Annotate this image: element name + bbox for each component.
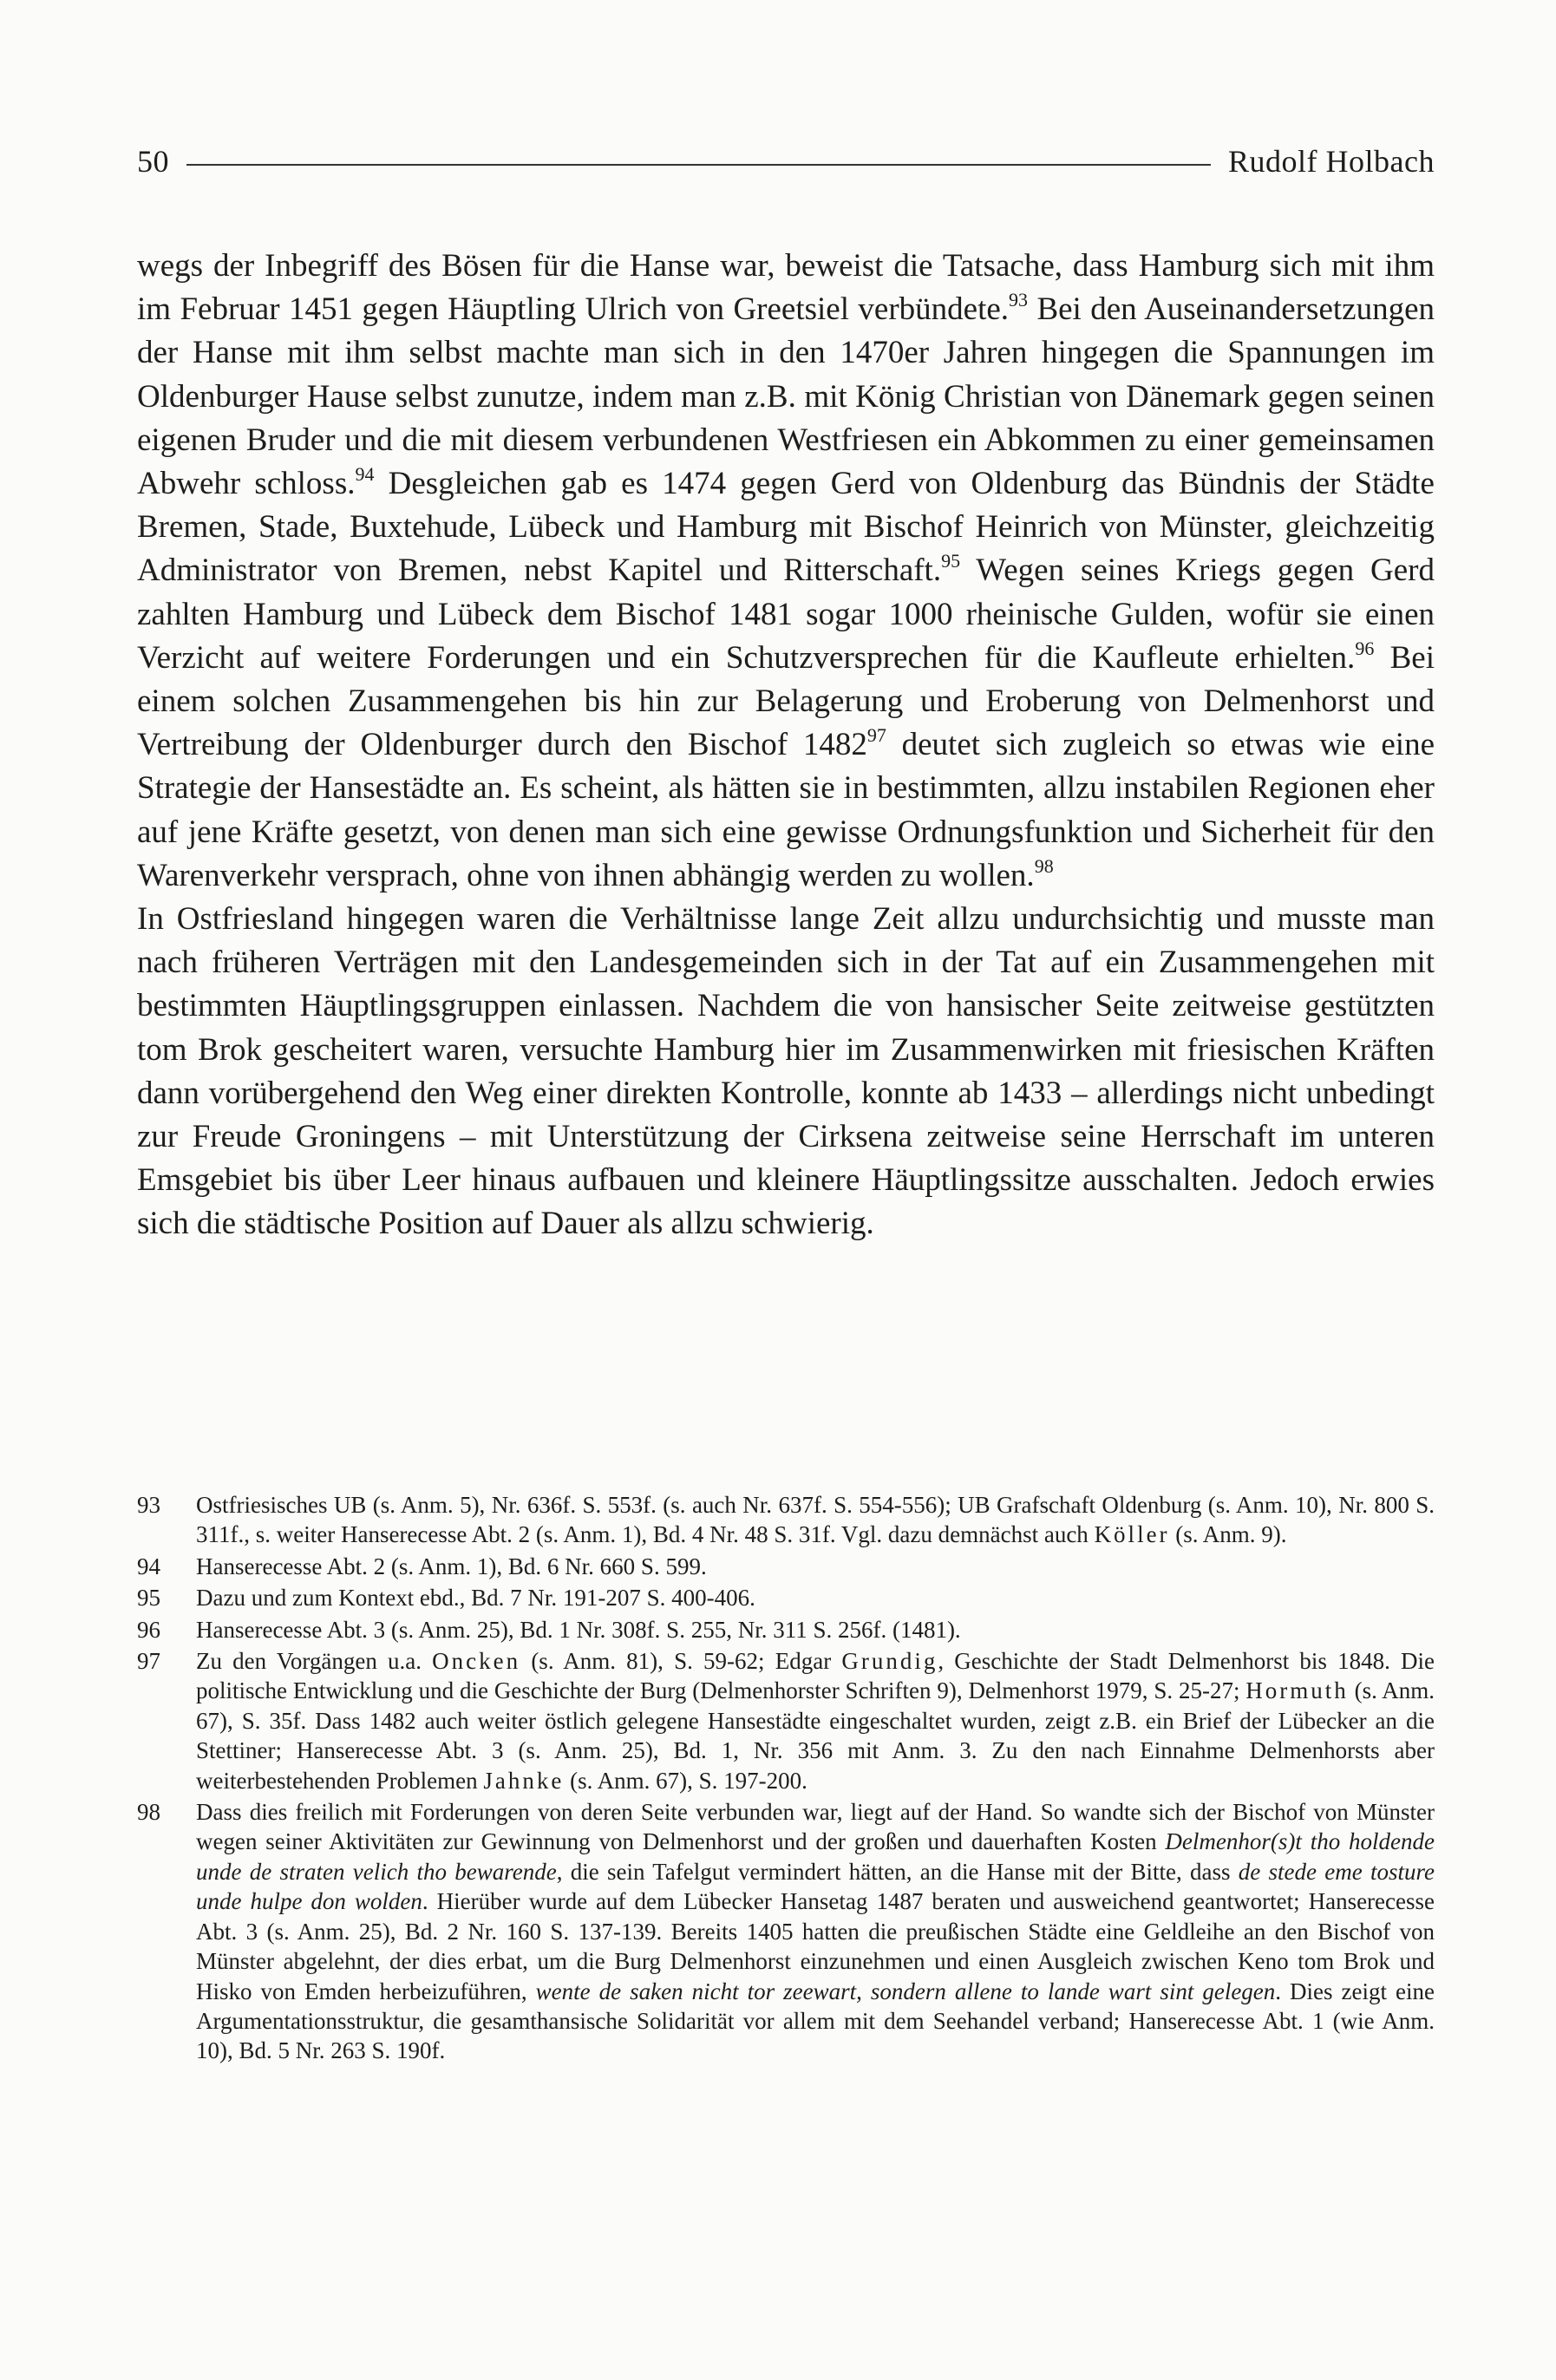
footnote-number: 97 xyxy=(137,1648,160,1675)
footnote-93 xyxy=(137,1490,1435,1550)
page-number: 50 xyxy=(137,144,169,179)
footnote-96 xyxy=(137,1615,1435,1644)
running-head-author: Rudolf Holbach xyxy=(1228,144,1435,179)
footnote-text: Zu den Vorgängen u.a. Oncken (s. Anm. 81), S. 59-62; Edgar Grundig, Geschichte der Stadt Delmenhorst bis 1848. Die politische Entwicklung und die Geschichte der Burg (Delmenhorster Schriften 9), Delmenhorst 1979, S. 25-27; Hormuth (s. Anm. 67), S. 35f. Dass 1482 auch weiter östlich gelegene Hansestädte eingeschaltet wurden, zeigt z.B. ein Brief der Lübecker an die Stettiner; Hanserecesse Abt. 3 (s. Anm. 25), Bd. 1, Nr. 356 mit Anm. 3. Zu den nach Einnahme Delmenhorsts aber weiterbestehenden Problemen Jahnke (s. Anm. 67), S. 197-200. xyxy=(196,1648,1435,1794)
header-rule xyxy=(186,164,1211,166)
main-text xyxy=(137,245,1435,1246)
footnote-97 xyxy=(137,1646,1435,1795)
footnote-text: Dazu und zum Kontext ebd., Bd. 7 Nr. 191-207 S. 400-406. xyxy=(196,1585,755,1612)
footnote-text: Hanserecesse Abt. 3 (s. Anm. 25), Bd. 1 Nr. 308f. S. 255, Nr. 311 S. 256f. (1481). xyxy=(196,1616,961,1643)
paragraph-2: In Ostfriesland hingegen waren die Verhältnisse lange Zeit allzu undurchsichtig und musste man nach früheren Verträgen mit den Landesgemeinden sich in der Tat auf ein Zusammengehen mit bestimmten Häuptlingsgruppen einlassen. Nachdem die von hansischer Seite zeitweise gestützten tom Brok gescheitert waren, versuchte Hamburg hier im Zusammenwirken mit friesischen Kräften dann vorübergehend den Weg einer direkten Kontrolle, konnte ab 1433 – allerdings nicht unbedingt zur Freude Groningens – mit Unterstützung der Cirksena zeitweise seine Herrschaft im unteren Emsgebiet bis über Leer hinaus aufbauen und kleinere Häuptlingssitze ausschalten. Jedoch erwies sich die städtische Position auf Dauer als allzu schwierig. xyxy=(137,901,1435,1242)
footnote-ref-97[interactable]: 97 xyxy=(866,724,886,747)
footnote-text: Dass dies freilich mit Forderungen von deren Seite verbunden war, liegt auf der Hand. So wandte sich der Bischof von Münster wegen seiner Aktivitäten zur Gewinnung von Delmenhorst und der großen und dauerhaften Kosten Delmenhor(s)t tho holdende unde de straten velich tho bewarende, die sein Tafelgut vermindert hätten, an die Hanse mit der Bitte, dass de stede eme tosture unde hulpe don wolden. Hierüber wurde auf dem Lübecker Hansetag 1487 beraten und ausweichend geantwortet; Hanserecesse Abt. 3 (s. Anm. 25), Bd. 2 Nr. 160 S. 137-139. Bereits 1405 hatten die preußischen Städte eine Geldleihe an den Bischof von Münster abgelehnt, der dies erbat, um die Burg Delmenhorst einzunehmen und einen Ausgleich zwischen Keno tom Brok und Hisko von Emden herbeizuführen, wente de saken nicht tor zeewart, sondern allene to lande wart sint gelegen. Dies zeigt eine Argumentationsstruktur, die gesamthansische Solidarität vor allem mit dem Seehandel verband; Hanserecesse Abt. 1 (wie Anm. 10), Bd. 5 Nr. 263 S. 190f. xyxy=(196,1799,1435,2064)
paragraph-1: wegs der Inbegriff des Bösen für die Hanse war, beweist die Tatsache, dass Hamburg sich mit ihm im Februar 1451 gegen Häuptling Ulrich von Greetsiel verbündete.$^{93}$ Bei den Auseinandersetzungen der Hanse mit ihm selbst machte man sich in den 1470er Jahren hingegen die Spannungen im Oldenburger Hause selbst zunutze, indem man z.B. mit König Christian von Dänemark gegen seinen eigenen Bruder und die mit diesem verbundenen Westfriesen ein Abkommen zu einer gemeinsamen Abwehr schloss.$^{94}$ Desgleichen gab es 1474 gegen Gerd von Oldenburg das Bündnis der Städte Bremen, Stade, Buxtehude, Lübeck und Hamburg mit Bischof Heinrich von Münster, gleichzeitig Administrator von Bremen, nebst Kapitel und Ritterschaft.$^{95}$ Wegen seines Kriegs gegen Gerd zahlten Hamburg und Lübeck dem Bischof 1481 sogar 1000 rheinische Gulden, wofür sie einen Verzicht auf weitere Forderungen und ein Schutzversprechen für die Kaufleute erhielten.$^{96}$ Bei einem solchen Zusammengehen bis hin zur Belagerung und Eroberung von Delmenhorst und Vertreibung der Oldenburger durch den Bischof 1482$^{97}$ deutet sich zugleich so etwas wie eine Strategie der Hansestädte an. Es scheint, als hätten sie in bestimmten, allzu instabilen Regionen eher auf jene Kräfte gesetzt, von denen man sich eine gewisse Ordnungsfunktion und Sicherheit für den Warenverkehr versprach, ohne von ihnen abhängig werden zu wollen.$^{98}$ xyxy=(137,248,1435,893)
running-header xyxy=(137,137,1435,186)
footnote-ref-94[interactable]: 94 xyxy=(355,463,375,486)
footnotes xyxy=(137,1490,1435,2068)
footnote-text: Hanserecesse Abt. 2 (s. Anm. 1), Bd. 6 Nr. 660 S. 599. xyxy=(196,1553,707,1579)
footnote-95 xyxy=(137,1583,1435,1612)
footnote-ref-95[interactable]: 95 xyxy=(941,550,961,572)
footnote-98 xyxy=(137,1797,1435,2066)
footnote-ref-98[interactable]: 98 xyxy=(1034,854,1054,877)
footnote-number: 94 xyxy=(137,1553,160,1579)
footnote-number: 95 xyxy=(137,1585,160,1612)
footnote-number: 93 xyxy=(137,1492,160,1518)
footnote-ref-93[interactable]: 93 xyxy=(1009,289,1029,311)
footnote-ref-96[interactable]: 96 xyxy=(1355,637,1375,659)
footnote-number: 98 xyxy=(137,1799,160,1826)
footnote-text: Ostfriesisches UB (s. Anm. 5), Nr. 636f. S. 553f. (s. auch Nr. 637f. S. 554-556); UB Grafschaft Oldenburg (s. Anm. 10), Nr. 800 S. 311f., s. weiter Hanserecesse Abt. 2 (s. Anm. 1), Bd. 4 Nr. 48 S. 31f. Vgl. dazu demnächst auch Köller (s. Anm. 9). xyxy=(196,1492,1435,1548)
footnote-94 xyxy=(137,1552,1435,1581)
footnote-number: 96 xyxy=(137,1616,160,1643)
